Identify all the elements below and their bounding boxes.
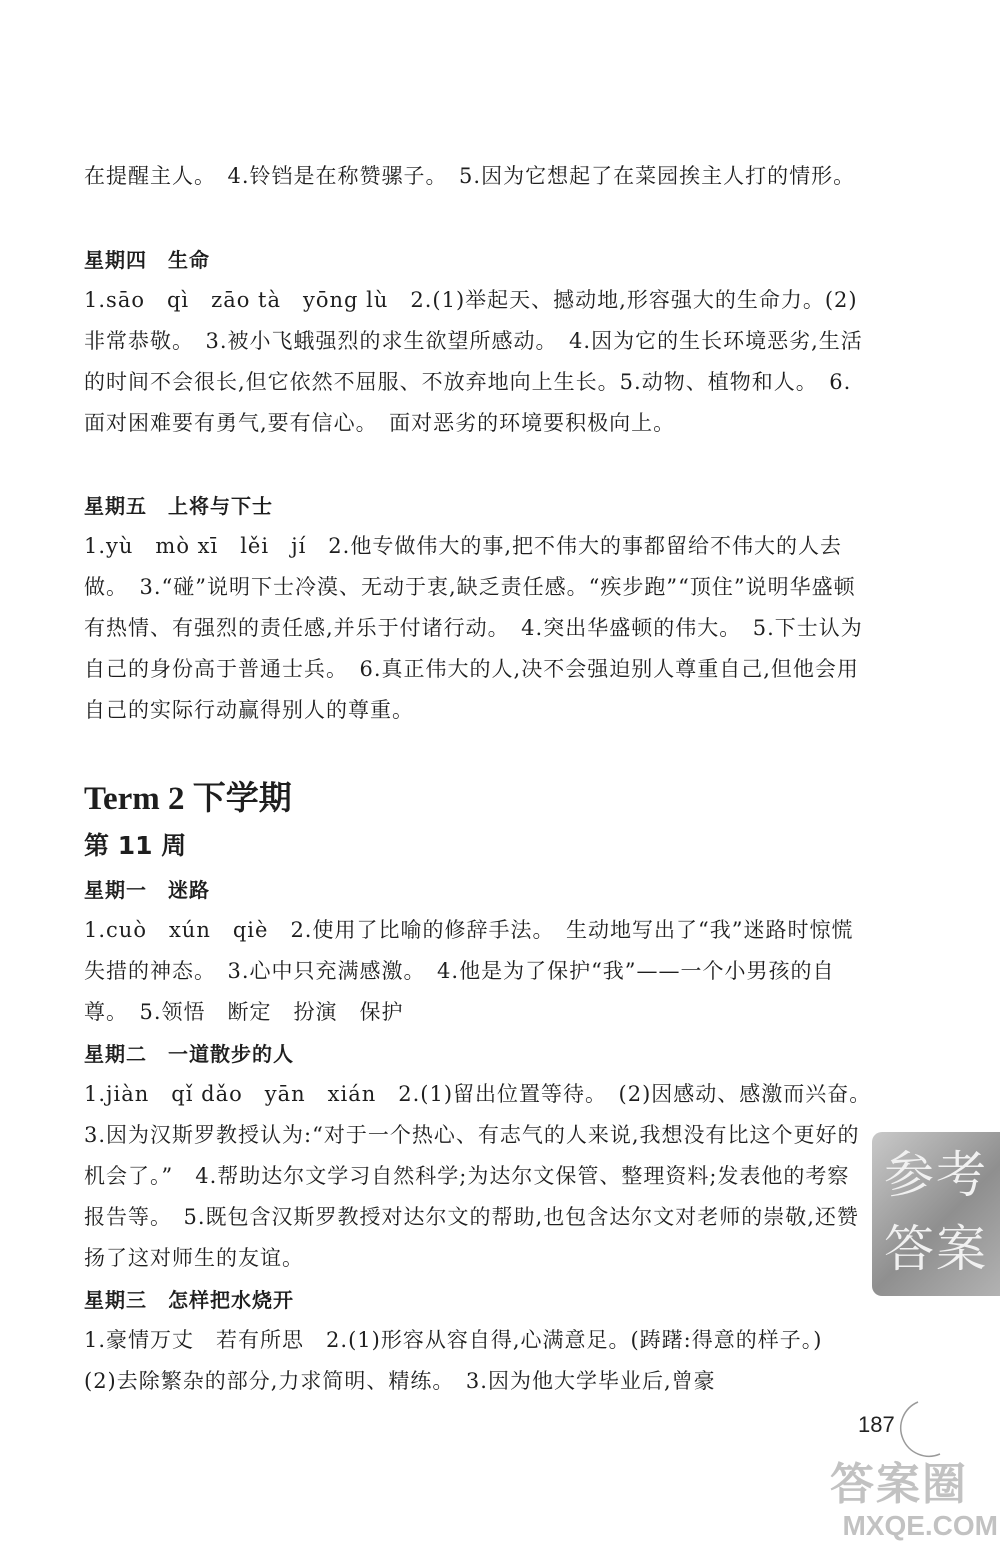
thursday-answers: 1.sāo qì zāo tà yōng lù 2.(1)举起天、撼动地,形容强大的生命力。(2)非常恭敬。 3.被小飞蛾强烈的求生欲望所感动。 4.因为它的生长环境恶劣,生活的时间不会很长,但它依然不屈服、不放弃地向上生长。5.动物、植物和人。 6.面对困难要有勇气,要有信心。 面对恶劣的环境要积极向上。 [84,288,863,435]
term-title: Term 2 下学期 [84,781,292,817]
wednesday-heading: 星期三 怎样把水烧开 [84,1288,294,1312]
side-tab-label: 参考答案 [884,1146,988,1278]
page-number: 187 [858,1412,895,1437]
carryover-paragraph: 在提醒主人。 4.铃铛是在称赞骡子。 5.因为它想起了在菜园挨主人打的情形。 [84,164,856,188]
friday-heading: 星期五 上将与下士 [84,494,273,518]
answer-key-side-tab [872,1132,1000,1296]
watermark-logo: 答案圈 [830,1459,968,1510]
wednesday-answers: 1.豪情万丈 若有所思 2.(1)形容从容自得,心满意足。(踌躇:得意的样子。) (2)去除繁杂的部分,力求简明、精练。 3.因为他大学毕业后,曾豪 [84,1328,845,1393]
tuesday-answers: 1.jiàn qǐ dǎo yān xián 2.(1)留出位置等待。 (2)因感动、感激而兴奋。 3.因为汉斯罗教授认为:“对于一个热心、有志气的人来说,我想没有比这个更好的机会了。” 4.帮助达尔文学习自然科学;为达尔文保管、整理资料;发表他的考察报告等。 5.既包含汉斯罗教授对达尔文的帮助,也包含达尔文对老师的崇敬,还赞扬了这对师生的友谊。 [84,1082,883,1270]
week-title: 第 11 周 [84,831,187,860]
site-watermark [818,1448,998,1548]
monday-heading: 星期一 迷路 [84,878,210,902]
tuesday-heading: 星期二 一道散步的人 [84,1042,294,1066]
friday-answers: 1.yù mò xī lěi jí 2.他专做伟大的事,把不伟大的事都留给不伟大的人去做。 3.“碰”说明下士冷漠、无动于衷,缺乏责任感。“疾步跑”“顶住”说明华盛顿有热情、有强烈的责任感,并乐于付诸行动。 4.突出华盛顿的伟大。 5.下士认为自己的身份高于普通士兵。 6.真正伟大的人,决不会强迫别人尊重自己,但他会用自己的实际行动赢得别人的尊重。 [84,534,863,722]
thursday-heading: 星期四 生命 [84,248,210,272]
watermark-url: MXQE.COM [842,1510,998,1541]
monday-answers: 1.cuò xún qiè 2.使用了比喻的修辞手法。 生动地写出了“我”迷路时惊慌失措的神态。 3.心中只充满感激。 4.他是为了保护“我”——一个小男孩的自尊。 5.领悟 断定 扮演 保护 [84,918,854,1024]
